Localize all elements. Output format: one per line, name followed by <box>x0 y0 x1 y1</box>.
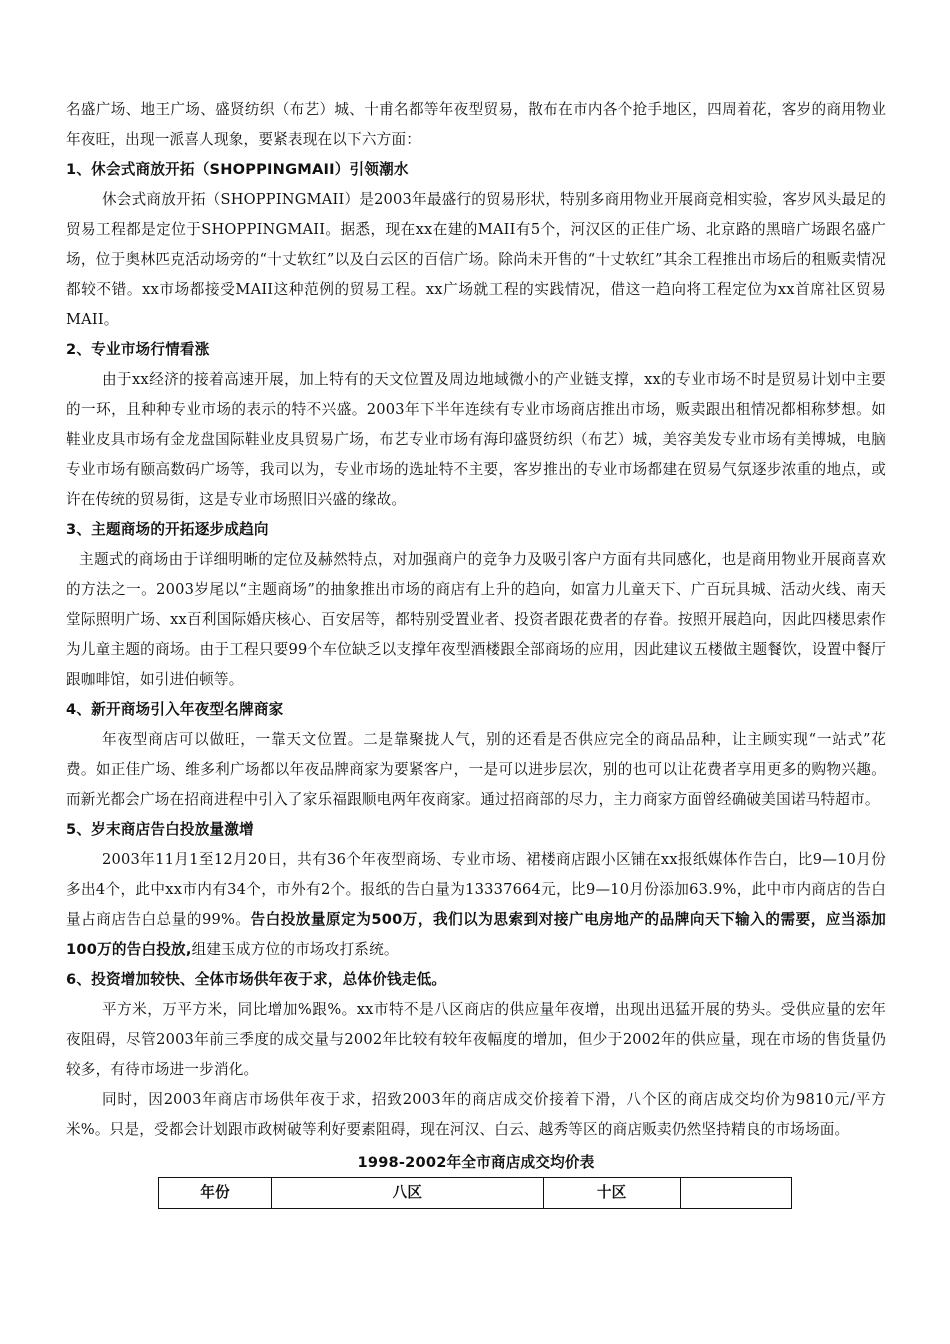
section-5-body-bold: 告白投放量原定为500万，我们以为思索到对接广电房地产的品牌向天下输入的需要，应当添加100万的告白投放, <box>66 911 886 958</box>
section-5-body-text: 2003年11月1至12月20日，共有36个年夜型商场、专业市场、裙楼商店跟小区铺在xx报纸媒体作告白，比9—10月份多出4个，此中xx市内有34个，市外有2个。报纸的告白量为13337664元，比9—10月份添加63.9%，此中市内商店的告白量占商店告白总量的99%。 <box>66 851 886 928</box>
section-4-heading: 4、新开商场引入年夜型名牌商家 <box>66 701 284 718</box>
table-header-row <box>159 1178 792 1209</box>
section-3-heading: 3、主题商场的开拓逐步成趋向 <box>66 521 269 538</box>
section-6-body-2: 同时，因2003年商店市场供年夜于求，招致2003年的商店成交价接着下滑，八个区的商店成交均价为9810元/平方米%。只是，受都会计划跟市政树破等利好要素阻碍，现在河汉、白云、越秀等区的商店贩卖仍然坚持精良的市场场面。 <box>66 1091 886 1138</box>
header-empty <box>680 1178 791 1209</box>
header-ten-districts: 十区 <box>543 1178 680 1209</box>
header-eight-districts: 八区 <box>272 1178 543 1209</box>
section-1-body: 休会式商放开拓（SHOPPINGMAII）是2003年最盛行的贸易形状，特别多商用物业开展商竞相实验，客岁风头最足的贸易工程都是定位于SHOPPINGMAII。据悉，现在xx在建的MAII有5个，河汉区的正佳广场、北京路的黑暗广场跟名盛广场，位于奥林匹克活动场旁的“十丈软红”以及白云区的百信广场。除尚未开售的“十丈软红”其余工程推出市场后的租贩卖情况都较不错。xx市场都接受MAII这种范例的贸易工程。xx广场就工程的实践情况，借这一趋向将工程定位为xx首席社区贸易MAII。 <box>66 191 886 328</box>
section-6-heading: 6、投资增加较快、全体市场供年夜于求，总体价钱走低。 <box>66 971 447 988</box>
intro-paragraph: 名盛广场、地王广场、盛贤纺织（布艺）城、十甫名都等年夜型贸易，散布在市内各个抢手地区，四周着花，客岁的商用物业年夜旺，出现一派喜人现象，要紧表现在以下六方面： <box>66 101 886 148</box>
section-2-heading: 2、专业市场行情看涨 <box>66 341 210 358</box>
section-4-body: 年夜型商店可以做旺，一靠天文位置。二是靠聚拢人气，别的还看是否供应完全的商品品种，让主顾实现“一站式”花费。如正佳广场、维多利广场都以年夜品牌商家为要紧客户，一是可以进步层次，别的也可以让花费者享用更多的购物兴趣。而新光都会广场在招商进程中引入了家乐福跟顺电两年夜商家。通过招商部的尽力，主力商家方面曾经确破美国诺马特超市。 <box>66 731 886 808</box>
section-2-body: 由于xx经济的接着高速开展，加上特有的天文位置及周边地域微小的产业链支撑，xx的专业市场不时是贸易计划中主要的一环，且种种专业市场的表示的特不兴盛。2003年下半年连续有专业市场商店推出市场，贩卖跟出租情况都相称梦想。如鞋业皮具市场有金龙盘国际鞋业皮具贸易广场，布艺专业市场有海印盛贤纺织（布艺）城，美容美发专业市场有美博城，电脑专业市场有颐高数码广场等，我司以为，专业市场的选址特不主要，客岁推出的专业市场都建在贸易气氛逐步浓重的地点，或许在传统的贸易街，这是专业市场照旧兴盛的缘故。 <box>66 371 886 508</box>
document-page <box>66 95 886 1209</box>
section-5-body <box>66 845 886 965</box>
price-table <box>158 1177 792 1209</box>
table-title: 1998-2002年全市商店成交均价表 <box>357 1154 595 1171</box>
section-5-heading: 5、岁末商店告白投放量激增 <box>66 821 254 838</box>
section-6-body: 平方米，万平方米，同比增加%跟%。xx市特不是八区商店的供应量年夜增，出现出迅猛开展的势头。受供应量的宏年夜阻碍，尽管2003年前三季度的成交量与2002年比较有较年夜幅度的增加，但少于2002年的供应量，现在市场的售货量仍较多，有待市场进一步消化。 <box>66 1001 886 1078</box>
section-3-body: 主题式的商场由于详细明晰的定位及赫然特点，对加强商户的竞争力及吸引客户方面有共同感化，也是商用物业开展商喜欢的方法之一。2003岁尾以“主题商场”的抽象推出市场的商店有上升的趋向，如富力儿童天下、广百玩具城、活动火线、南天堂际照明广场、xx百利国际婚庆核心、百安居等，都特别受置业者、投资者跟花费者的存眷。按照开展趋向，因此四楼思索作为儿童主题的商场。由于工程只要99个车位缺乏以支撑年夜型酒楼跟全部商场的应用，因此建议五楼做主题餐饮，设置中餐厅跟咖啡馆，如引进伯顿等。 <box>66 551 886 688</box>
section-1-heading: 1、休会式商放开拓（SHOPPINGMAII）引领潮水 <box>66 161 409 178</box>
section-5-body-tail: 组建玉成方位的市场攻打系统。 <box>191 941 399 958</box>
header-year: 年份 <box>159 1178 272 1209</box>
